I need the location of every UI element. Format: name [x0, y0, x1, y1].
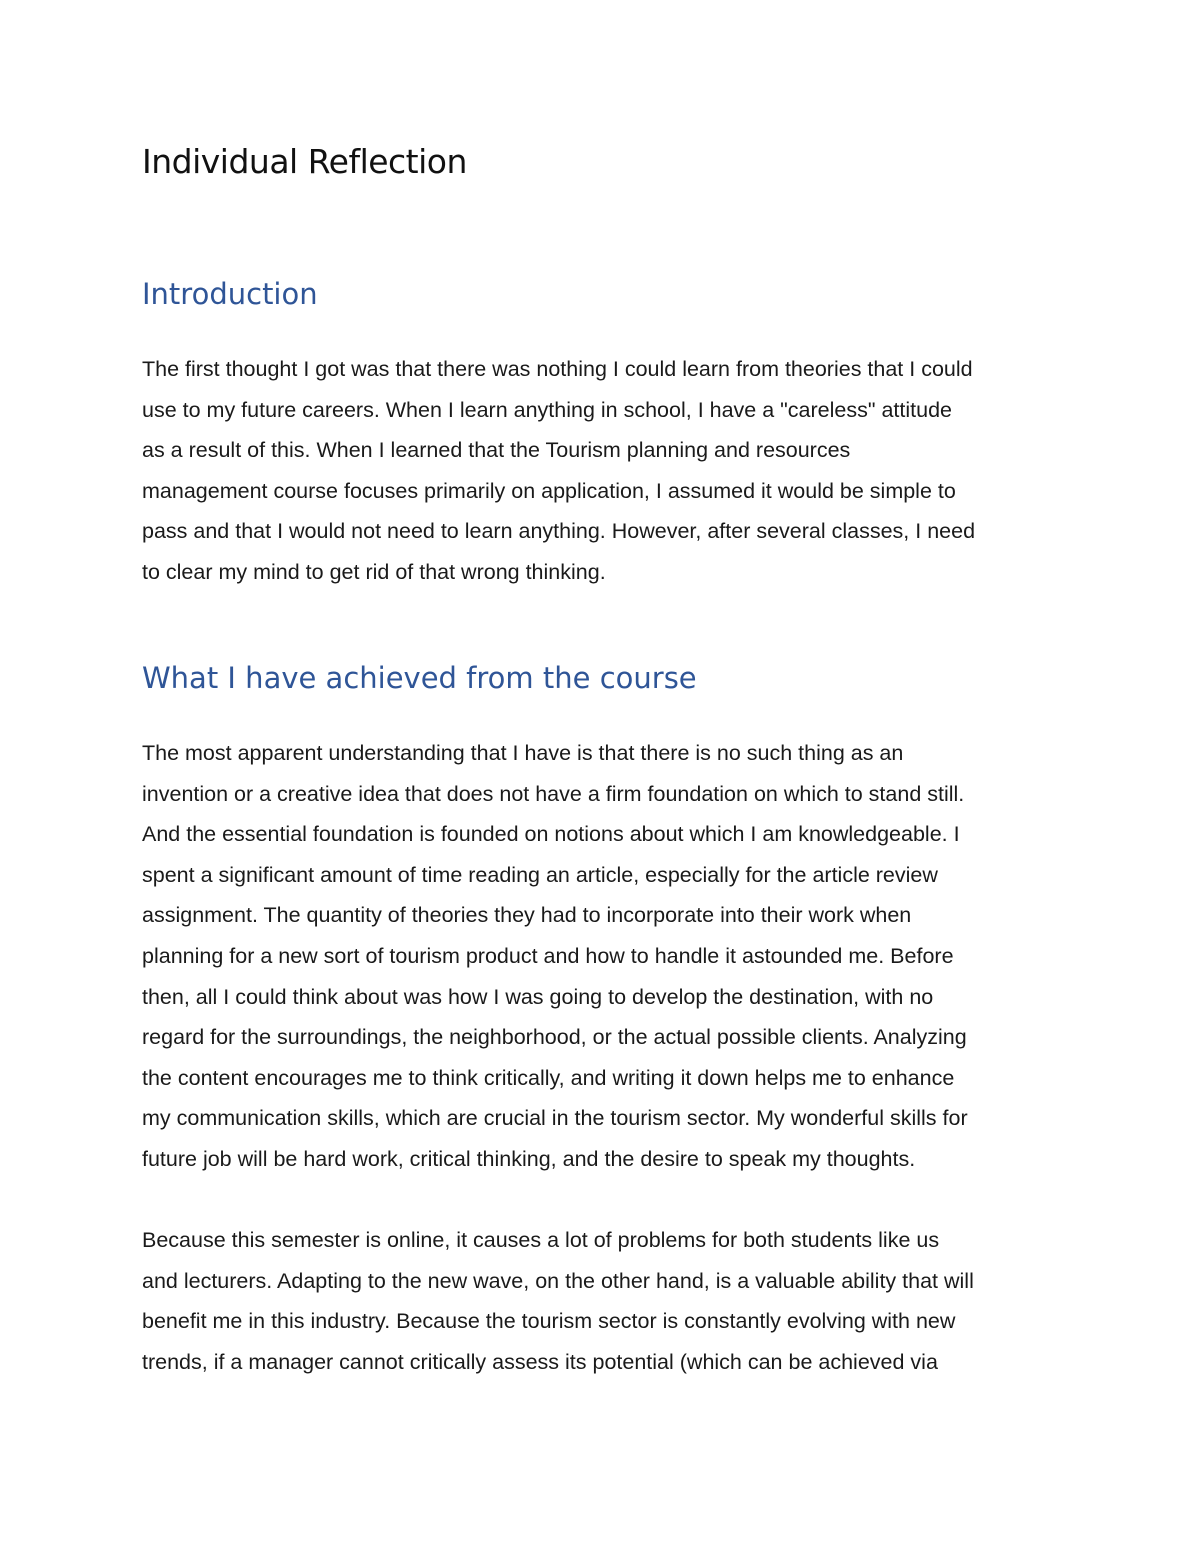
text-line: planning for a new sort of tourism product and how to handle it astounded me. Before — [142, 943, 954, 968]
text-line: trends, if a manager cannot critically assess its potential (which can be achieved via — [142, 1349, 938, 1374]
text-line: the content encourages me to think critically, and writing it down helps me to enhance — [142, 1065, 955, 1090]
text-line: Because this semester is online, it causes a lot of problems for both students like us — [142, 1228, 940, 1252]
text-line: The most apparent understanding that I have is that there is no such thing as an — [142, 741, 904, 765]
text-line: then, all I could think about was how I was going to develop the destination, with no — [142, 984, 934, 1009]
text-line: future job will be hard work, critical thinking, and the desire to speak my thoughts. — [142, 1146, 916, 1171]
section-heading-achievements: What I have achieved from the course — [142, 661, 697, 695]
paragraph-achievements-1 — [142, 733, 1062, 1180]
text-line: my communication skills, which are crucial in the tourism sector. My wonderful skills for — [142, 1106, 968, 1131]
section-heading-introduction: Introduction — [142, 277, 318, 311]
paragraph-achievements-2 — [142, 1220, 1062, 1382]
text-line: management course focuses primarily on application, I assumed it would be simple to — [142, 478, 956, 503]
text-line: regard for the surroundings, the neighborhood, or the actual possible clients. Analyzing — [142, 1025, 967, 1050]
text-line: spent a significant amount of time reading an article, especially for the article review — [142, 862, 938, 887]
text-line: use to my future careers. When I learn anything in school, I have a "careless" attitude — [142, 397, 952, 422]
text-line: And the essential foundation is founded on notions about which I am knowledgeable. I — [142, 822, 960, 847]
text-line: and lecturers. Adapting to the new wave, on the other hand, is a valuable ability that will — [142, 1268, 974, 1293]
text-line: The first thought I got was that there was nothing I could learn from theories that I could — [142, 357, 973, 381]
text-line: invention or a creative idea that does not have a firm foundation on which to stand still. — [142, 781, 965, 806]
text-line: assignment. The quantity of theories they had to incorporate into their work when — [142, 903, 912, 928]
text-line: benefit me in this industry. Because the tourism sector is constantly evolving with new — [142, 1309, 956, 1334]
text-line: as a result of this. When I learned that the Tourism planning and resources — [142, 438, 851, 463]
text-line: pass and that I would not need to learn anything. However, after several classes, I need — [142, 519, 976, 544]
document-title: Individual Reflection — [142, 142, 467, 181]
paragraph-introduction — [142, 349, 1062, 593]
text-line: to clear my mind to get rid of that wrong thinking. — [142, 559, 606, 584]
